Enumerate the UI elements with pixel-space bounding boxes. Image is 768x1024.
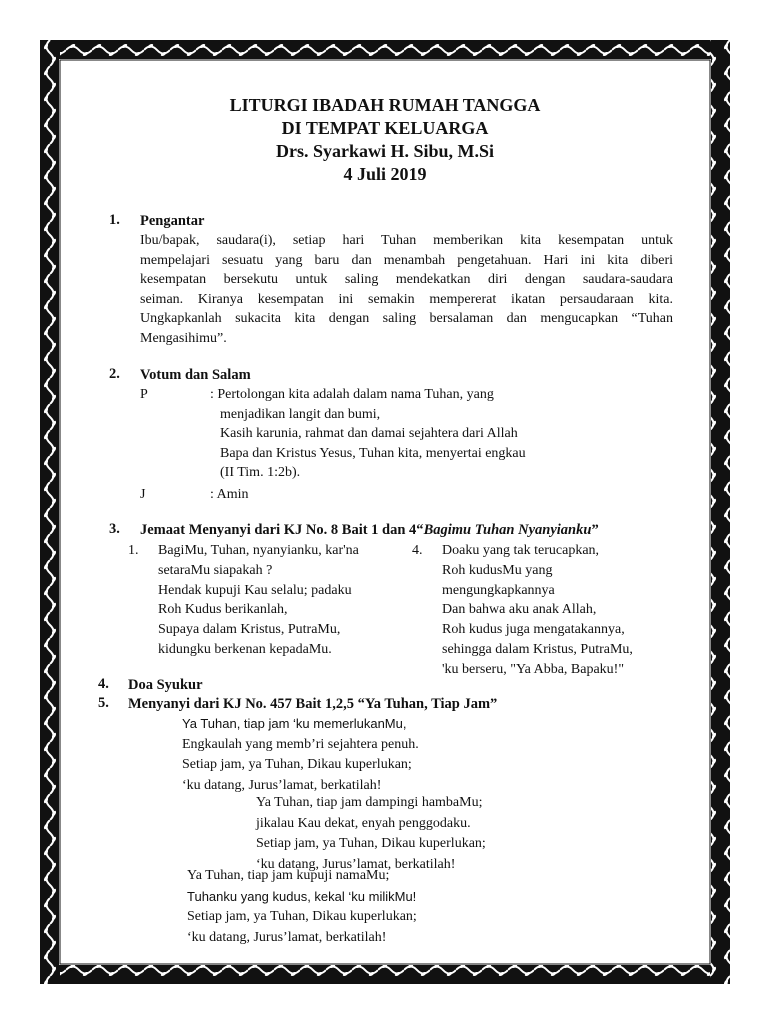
hymn-457-verse-1 (182, 714, 419, 796)
section-5-title: Menyanyi dari KJ No. 457 Bait 1,2,5 “Ya Tuhan, Tiap Jam” (128, 696, 498, 712)
verse-number: 4. (412, 543, 423, 558)
document-title (60, 94, 710, 186)
section-5-number: 5. (98, 695, 109, 711)
section-3-title (140, 521, 700, 540)
verse-number: 1. (128, 543, 139, 558)
section-2-title: Votum dan Salam (140, 367, 251, 383)
speaker-j-text: : Amin (210, 487, 249, 502)
body-line: Ibu/bapak, saudara(i), setiap hari Tuhan memberikan kita kesempatan untuk (140, 233, 673, 248)
section-3-title-end: ” (591, 522, 599, 538)
verse-line: Hendak kupuji Kau selalu; padaku (158, 582, 352, 598)
section-2 (140, 366, 680, 505)
votum-line: : Pertolongan kita adalah dalam nama Tuhan, yang (210, 387, 494, 402)
title-date: 4 Juli 2019 (343, 164, 427, 184)
section-4-number: 4. (98, 676, 109, 692)
votum-line: Kasih karunia, rahmat dan damai sejahtera dari Allah (220, 426, 518, 441)
body-line: kesempatan bersekutu untuk saling mendekatkan diri dengan saudara-saudara (140, 272, 673, 288)
verse-line: Doaku yang tak terucapkan, (442, 543, 600, 558)
verse-line: Ya Tuhan, tiap jam kupuji namaMu; (187, 868, 390, 883)
section-3-title-text: Jemaat Menyanyi dari KJ No. 8 Bait 1 dan 4“ (140, 522, 424, 538)
verse-line: ‘ku datang, Jurus’lamat, berkatilah! (187, 929, 387, 945)
title-line-1: LITURGI IBADAH RUMAH TANGGA (229, 95, 541, 115)
title-line-2: DI TEMPAT KELUARGA (281, 118, 489, 138)
votum-line: Bapa dan Kristus Yesus, Tuhan kita, menyertai engkau (220, 445, 526, 461)
verse-line: Engkaulah yang memb’ri sejahtera penuh. (182, 736, 419, 752)
verse-line: Dan bahwa aku anak Allah, (442, 602, 597, 618)
verse-line: Supaya dalam Kristus, PutraMu, (158, 622, 341, 638)
verse-text (442, 541, 633, 680)
verse-line: Tuhanku yang kudus, kekal ‘ku milikMu! (187, 888, 417, 904)
verse-line: 'ku berseru, "Ya Abba, Bapaku!" (442, 661, 625, 677)
body-line: mempelajari sesuatu yang baru dan menambah pengetahuan. Hari ini kita diberi (140, 252, 673, 268)
section-3 (140, 521, 700, 540)
title-author: Drs. Syarkawi H. Sibu, M.Si (275, 141, 495, 161)
section-1-body (140, 231, 673, 349)
verse-line: Setiap jam, ya Tuhan, Dikau kuperlukan; (182, 757, 412, 772)
verse-line: mengungkapkannya (442, 582, 555, 598)
hymn-457-verse-3 (187, 866, 417, 948)
section-1-title: Pengantar (140, 213, 205, 229)
body-line: Ungkapkanlah sukacita kita dengan saling bersalaman dan mengucapkan “Tuhan (140, 311, 673, 327)
verse-line: ‘ku datang, Jurus’lamat, berkatilah! (182, 777, 382, 793)
body-line: Mengasihimu”. (140, 330, 227, 346)
verse-line: Setiap jam, ya Tuhan, Dikau kuperlukan; (256, 836, 486, 851)
section-3-number: 3. (109, 521, 120, 537)
verse-line: sehingga dalam Kristus, PutraMu, (442, 641, 633, 657)
document-page (60, 60, 710, 964)
verse-line: setaraMu siapakah ? (158, 562, 273, 578)
section-4-title: Doa Syukur (128, 677, 203, 693)
body-line: seiman. Kiranya kesempatan ini semakin mempererat ikatan persaudaraan kita. (140, 291, 673, 307)
hymn-457-verse-2 (256, 793, 486, 875)
verse-line: BagiMu, Tuhan, nyanyianku, kar'na (158, 543, 359, 558)
verse-line: Ya Tuhan, tiap jam ‘ku memerlukanMu, (182, 716, 407, 731)
section-1 (140, 212, 673, 349)
speaker-j-label: J (140, 487, 146, 502)
verse-line: ‘ku datang, Jurus’lamat, berkatilah! (256, 856, 456, 872)
verse-line: Roh kudus juga mengatakannya, (442, 622, 625, 638)
section-2-number: 2. (109, 366, 120, 382)
verse-line: kidungku berkenan kepadaMu. (158, 641, 332, 657)
verse-line: Roh kudusMu yang (442, 562, 553, 578)
response-block (140, 485, 680, 505)
verse-text (158, 541, 359, 660)
verse-line: Roh Kudus berikanlah, (158, 602, 288, 618)
votum-block (140, 385, 680, 485)
verse-line: Ya Tuhan, tiap jam dampingi hambaMu; (256, 795, 483, 810)
song-title: Bagimu Tuhan Nyanyianku (423, 522, 592, 538)
section-1-number: 1. (109, 212, 120, 228)
speaker-p-label: P (140, 387, 148, 402)
speaker-p-text (210, 385, 526, 483)
verse-line: Setiap jam, ya Tuhan, Dikau kuperlukan; (187, 909, 417, 924)
verse-line: jikalau Kau dekat, enyah penggodaku. (256, 815, 471, 831)
votum-line: (II Tim. 1:2b). (220, 465, 301, 480)
votum-line: menjadikan langit dan bumi, (220, 406, 381, 422)
